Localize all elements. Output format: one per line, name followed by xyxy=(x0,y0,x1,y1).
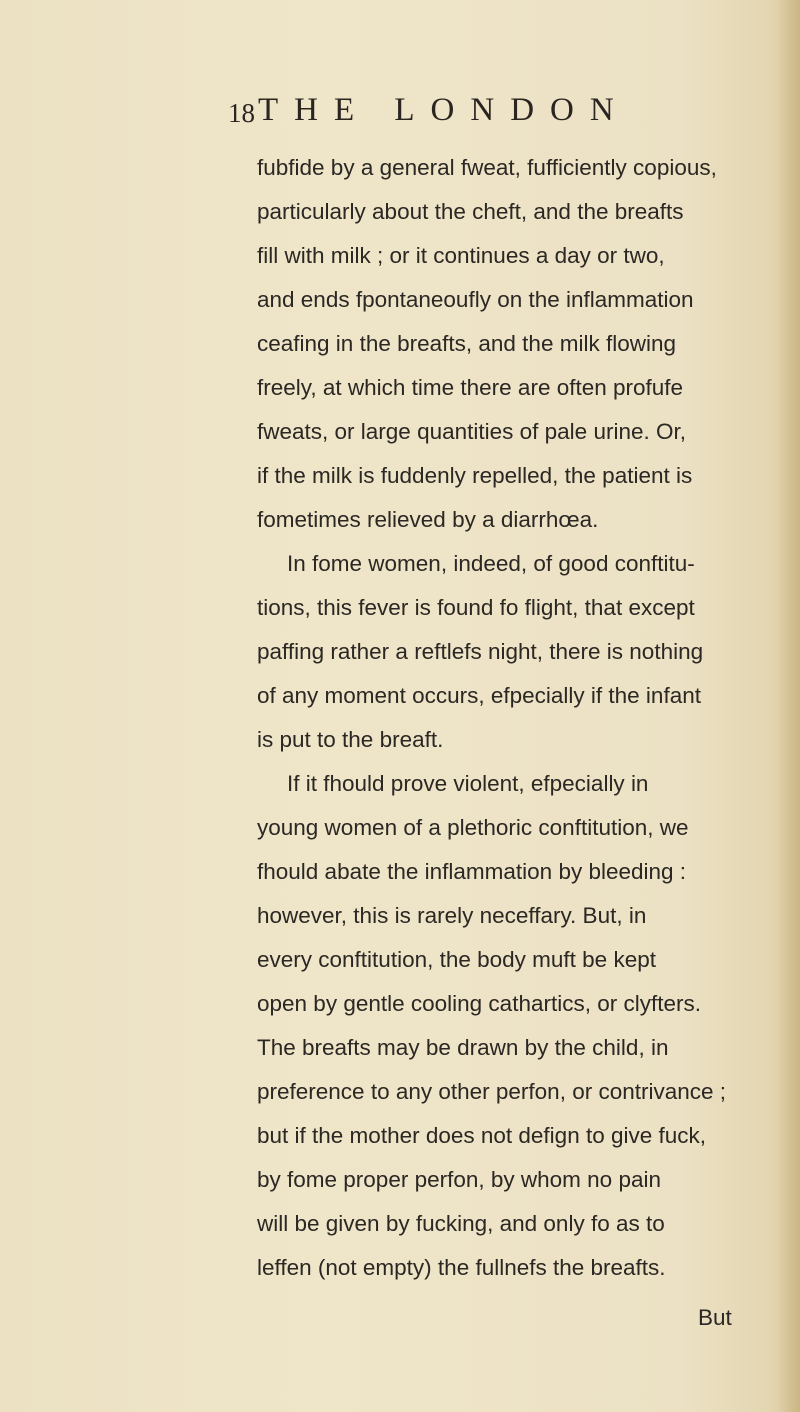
text-line: particularly about the cheft, and the breafts xyxy=(257,199,684,224)
catchword: But xyxy=(698,1305,732,1330)
text-line: fhould abate the inflammation by bleeding : xyxy=(257,859,687,884)
paragraph-start-line: If it fhould prove violent, efpecially in xyxy=(287,771,649,796)
text-line: The breafts may be drawn by the child, in xyxy=(257,1035,669,1060)
text-line: fill with milk ; or it continues a day or two, xyxy=(257,243,665,268)
text-line: preference to any other perfon, or contrivance ; xyxy=(257,1079,727,1104)
text-line: if the milk is fuddenly repelled, the patient is xyxy=(257,463,693,488)
paragraph-start-line: In fome women, indeed, of good conftitu- xyxy=(287,551,695,576)
page-number: 18 xyxy=(228,98,255,128)
text-line: is put to the breaft. xyxy=(257,727,444,752)
text-line: fometimes relieved by a diarrhœa. xyxy=(257,507,599,532)
text-line: fweats, or large quantities of pale urine. Or, xyxy=(257,419,686,444)
text-line: of any moment occurs, efpecially if the infant xyxy=(257,683,701,708)
text-line: however, this is rarely neceffary. But, in xyxy=(257,903,647,928)
text-line: will be given by fucking, and only fo as to xyxy=(257,1211,665,1236)
text-line: but if the mother does not defign to give fuck, xyxy=(257,1123,707,1148)
text-line: paffing rather a reftlefs night, there is nothing xyxy=(257,639,704,664)
text-line: ceafing in the breafts, and the milk flowing xyxy=(257,331,676,356)
text-line: by fome proper perfon, by whom no pain xyxy=(257,1167,661,1192)
text-line: open by gentle cooling cathartics, or clyfters. xyxy=(257,991,701,1016)
text-line: fubfide by a general fweat, fufficiently copious, xyxy=(257,155,717,180)
body-text xyxy=(257,146,757,1290)
page-edge-shadow xyxy=(778,0,800,1412)
text-line: leffen (not empty) the fullnefs the breafts. xyxy=(257,1255,666,1280)
running-head: THE LONDON xyxy=(258,92,630,128)
text-line: young women of a plethoric conftitution, we xyxy=(257,815,689,840)
text-line: and ends fpontaneoufly on the inflammation xyxy=(257,287,694,312)
text-line: tions, this fever is found fo flight, that except xyxy=(257,595,695,620)
text-line: every conftitution, the body muft be kept xyxy=(257,947,656,972)
text-line: freely, at which time there are often profufe xyxy=(257,375,684,400)
